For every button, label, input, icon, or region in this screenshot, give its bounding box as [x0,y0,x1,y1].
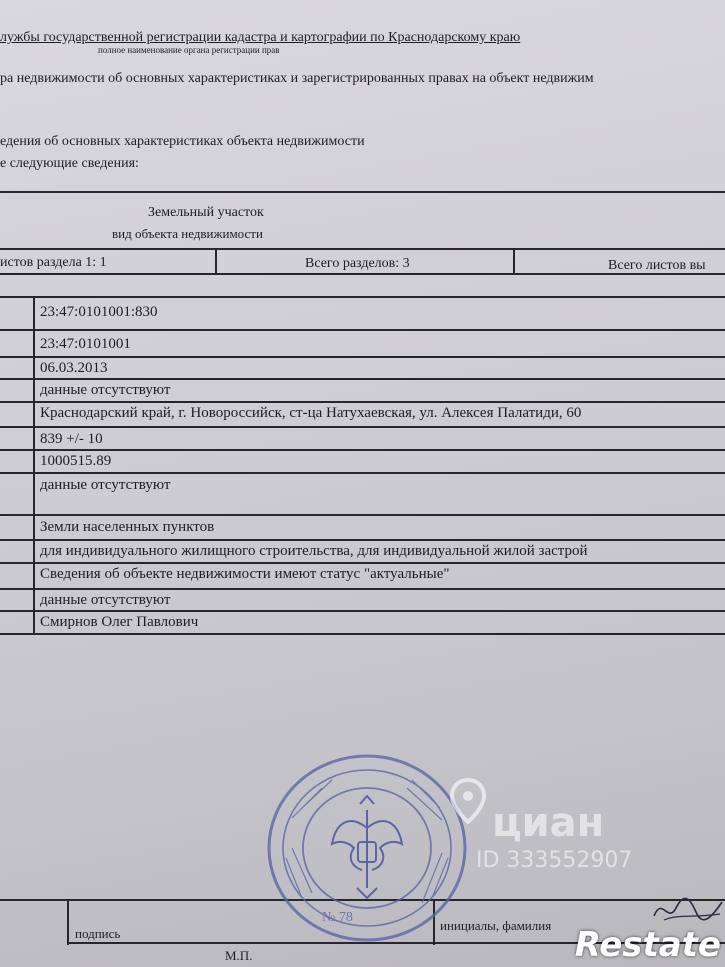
object-type-caption: вид объекта недвижимости [112,226,263,241]
sheets-in-section: истов раздела 1: 1 [0,255,107,270]
mp-label: М.П. [225,948,253,963]
row-line [0,472,725,474]
object-status: Сведения об объекте недвижимости имеют статус "актуальные" [40,566,450,582]
row-line [0,449,725,451]
total-sections: Всего разделов: 3 [305,256,410,271]
row-line [0,610,725,612]
cian-id: ID 333552907 [476,848,633,873]
table-left-border [33,296,35,633]
row-line [0,356,725,358]
official-stamp [262,748,472,948]
authority-line: лужбы государственной регистрации кадастра и картографии по Краснодарскому краю [0,30,521,45]
stamp-number: № 78 [322,910,353,925]
cadastral-engineer: Смирнов Олег Павлович [40,614,199,630]
footer-divider-1 [67,899,69,945]
intro-text: е следующие сведения: [0,156,139,171]
total-sheets: Всего листов вы [608,258,706,273]
section-title: едения об основных характеристиках объекта недвижимости [0,134,365,149]
cadastral-quarter: 23:47:0101001 [40,336,131,352]
cian-brand: циан [492,800,605,846]
objects-within: данные отсутствуют [40,477,171,493]
assignment-date: 06.03.2013 [40,360,108,376]
rule-type [0,248,725,250]
rule-sheets [0,273,725,275]
coat-of-arms-icon [332,796,402,898]
land-category: Земли населенных пунктов [40,519,215,535]
extract-line: ра недвижимости об основных характеристиках и зарегистрированных правах на объект недвижим [0,71,594,86]
row-line [0,401,725,403]
row-line [0,378,725,380]
row-line [0,426,725,428]
row-line [0,514,725,516]
restate-logo: Restate [574,925,721,965]
handwritten-signature [650,890,725,930]
cian-logo-icon [448,778,488,824]
table-top [0,296,725,298]
previous-number: данные отсутствуют [40,382,171,398]
authority-caption: полное наименование органа регистрации прав [98,45,280,55]
area: 839 +/- 10 [40,431,103,447]
cadastral-number: 23:47:0101001:830 [40,304,158,320]
row-line [0,539,725,541]
permitted-use: для индивидуального жилищного строительства, для индивидуальной жилой застрой [40,543,588,559]
signature-label: подпись [75,926,121,941]
rule-top [0,191,725,193]
object-type-value: Земельный участок [148,205,264,220]
special-notes: данные отсутствуют [40,592,171,608]
row-line [0,588,725,590]
row-line [0,562,725,564]
cadastral-value: 1000515.89 [40,453,112,469]
divider-1 [215,248,217,273]
initials-label: инициалы, фамилия [440,918,552,933]
row-line [0,329,725,331]
table-bottom [0,633,725,635]
address: Краснодарский край, г. Новороссийск, ст-ца Натухаевская, ул. Алексея Палатиди, 60 [40,405,582,421]
divider-2 [513,248,515,273]
